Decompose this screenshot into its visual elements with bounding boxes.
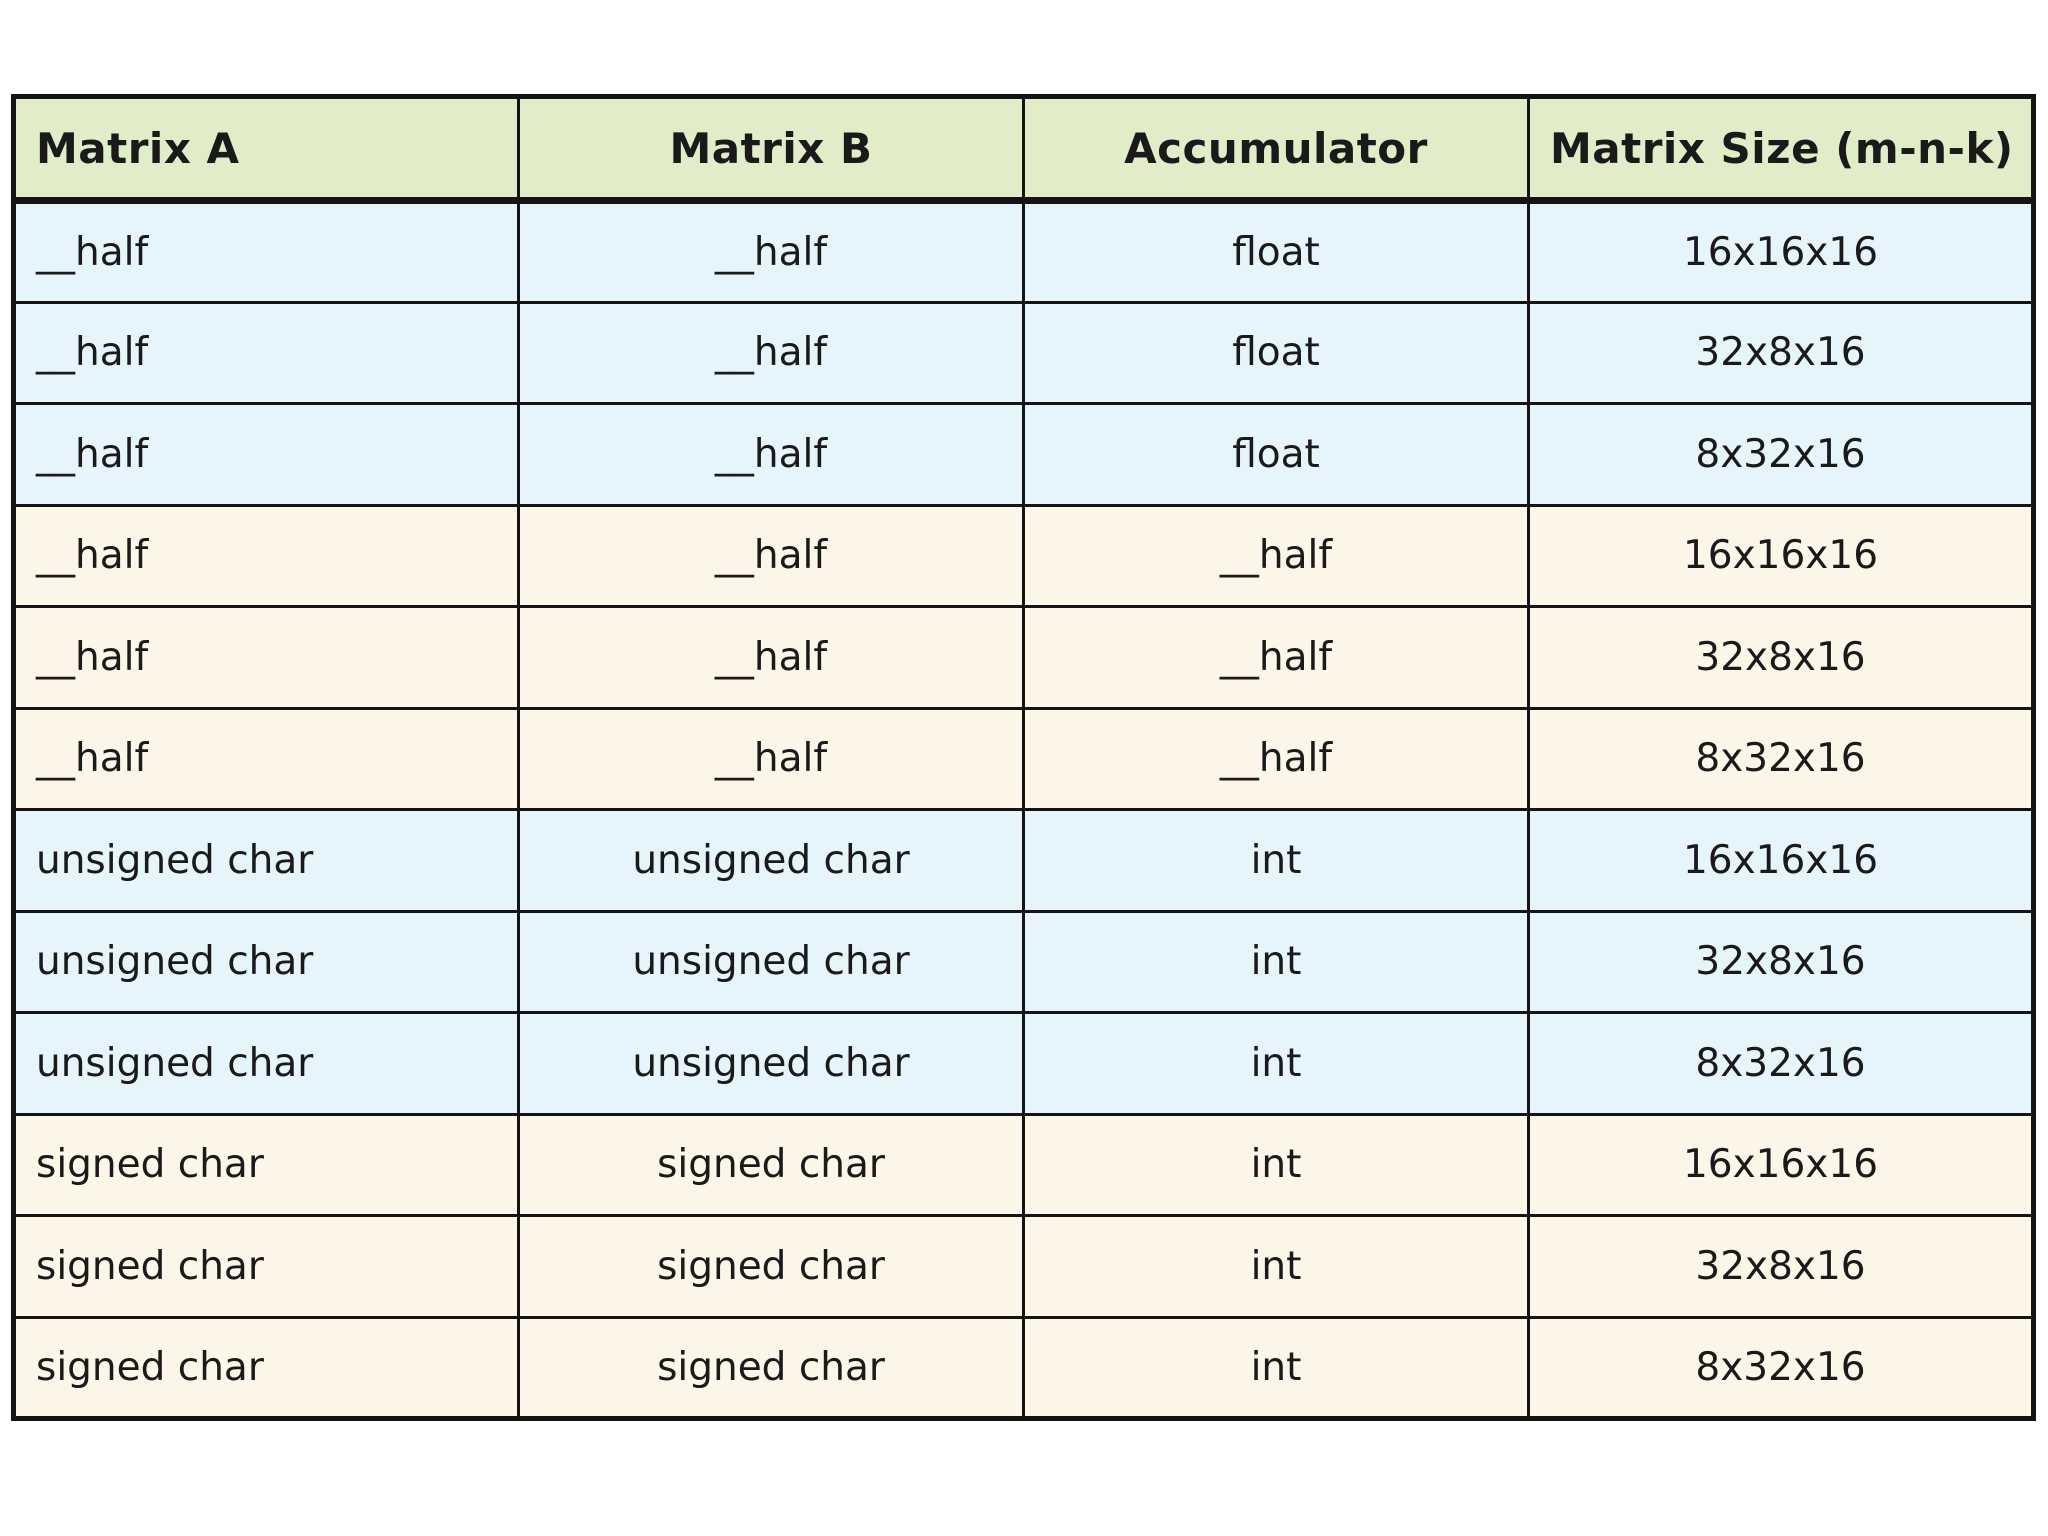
cell-matrix-b: signed char (519, 1317, 1024, 1419)
header-row (14, 97, 2034, 201)
cell-matrix-b: __half (519, 607, 1024, 709)
table-body (14, 201, 2034, 1419)
cell-matrix-size: 16x16x16 (1529, 201, 2034, 303)
cell-accumulator: float (1024, 404, 1529, 506)
cell-accumulator: int (1024, 1114, 1529, 1216)
cell-matrix-a: signed char (14, 1317, 519, 1419)
cell-matrix-b: unsigned char (519, 911, 1024, 1013)
table-row (14, 708, 2034, 810)
cell-matrix-a: __half (14, 404, 519, 506)
cell-accumulator: __half (1024, 607, 1529, 709)
cell-matrix-b: __half (519, 404, 1024, 506)
cell-matrix-a: signed char (14, 1216, 519, 1318)
cell-accumulator: int (1024, 911, 1529, 1013)
cell-matrix-b: unsigned char (519, 810, 1024, 912)
header-matrix-size: Matrix Size (m-n-k) (1529, 97, 2034, 201)
table-header (14, 97, 2034, 201)
cell-matrix-a: unsigned char (14, 810, 519, 912)
cell-matrix-size: 32x8x16 (1529, 302, 2034, 404)
cell-matrix-a: unsigned char (14, 1013, 519, 1115)
cell-matrix-b: __half (519, 302, 1024, 404)
cell-matrix-size: 16x16x16 (1529, 1114, 2034, 1216)
cell-matrix-b: __half (519, 505, 1024, 607)
cell-matrix-size: 16x16x16 (1529, 505, 2034, 607)
table-row (14, 505, 2034, 607)
table-row (14, 1216, 2034, 1318)
cell-matrix-size: 8x32x16 (1529, 1013, 2034, 1115)
cell-matrix-a: unsigned char (14, 911, 519, 1013)
cell-accumulator: int (1024, 810, 1529, 912)
header-matrix-b: Matrix B (519, 97, 1024, 201)
cell-accumulator: int (1024, 1317, 1529, 1419)
cell-matrix-b: signed char (519, 1216, 1024, 1318)
cell-matrix-size: 32x8x16 (1529, 911, 2034, 1013)
cell-matrix-size: 8x32x16 (1529, 404, 2034, 506)
cell-accumulator: int (1024, 1216, 1529, 1318)
table-row (14, 607, 2034, 709)
cell-matrix-b: signed char (519, 1114, 1024, 1216)
matrix-types-table (11, 94, 2036, 1421)
cell-matrix-size: 32x8x16 (1529, 607, 2034, 709)
cell-matrix-a: __half (14, 708, 519, 810)
cell-accumulator: __half (1024, 708, 1529, 810)
table-row (14, 1317, 2034, 1419)
cell-matrix-size: 16x16x16 (1529, 810, 2034, 912)
cell-matrix-size: 32x8x16 (1529, 1216, 2034, 1318)
cell-matrix-a: __half (14, 607, 519, 709)
cell-matrix-b: unsigned char (519, 1013, 1024, 1115)
cell-matrix-a: __half (14, 201, 519, 303)
table-row (14, 404, 2034, 506)
table-row (14, 911, 2034, 1013)
header-accumulator: Accumulator (1024, 97, 1529, 201)
cell-accumulator: float (1024, 302, 1529, 404)
cell-matrix-size: 8x32x16 (1529, 1317, 2034, 1419)
cell-accumulator: float (1024, 201, 1529, 303)
cell-matrix-b: __half (519, 708, 1024, 810)
cell-matrix-a: __half (14, 302, 519, 404)
table-row (14, 302, 2034, 404)
cell-accumulator: int (1024, 1013, 1529, 1115)
table-row (14, 201, 2034, 303)
table-row (14, 1114, 2034, 1216)
table-row (14, 810, 2034, 912)
cell-matrix-a: __half (14, 505, 519, 607)
cell-accumulator: __half (1024, 505, 1529, 607)
header-matrix-a: Matrix A (14, 97, 519, 201)
table-row (14, 1013, 2034, 1115)
cell-matrix-b: __half (519, 201, 1024, 303)
cell-matrix-a: signed char (14, 1114, 519, 1216)
cell-matrix-size: 8x32x16 (1529, 708, 2034, 810)
